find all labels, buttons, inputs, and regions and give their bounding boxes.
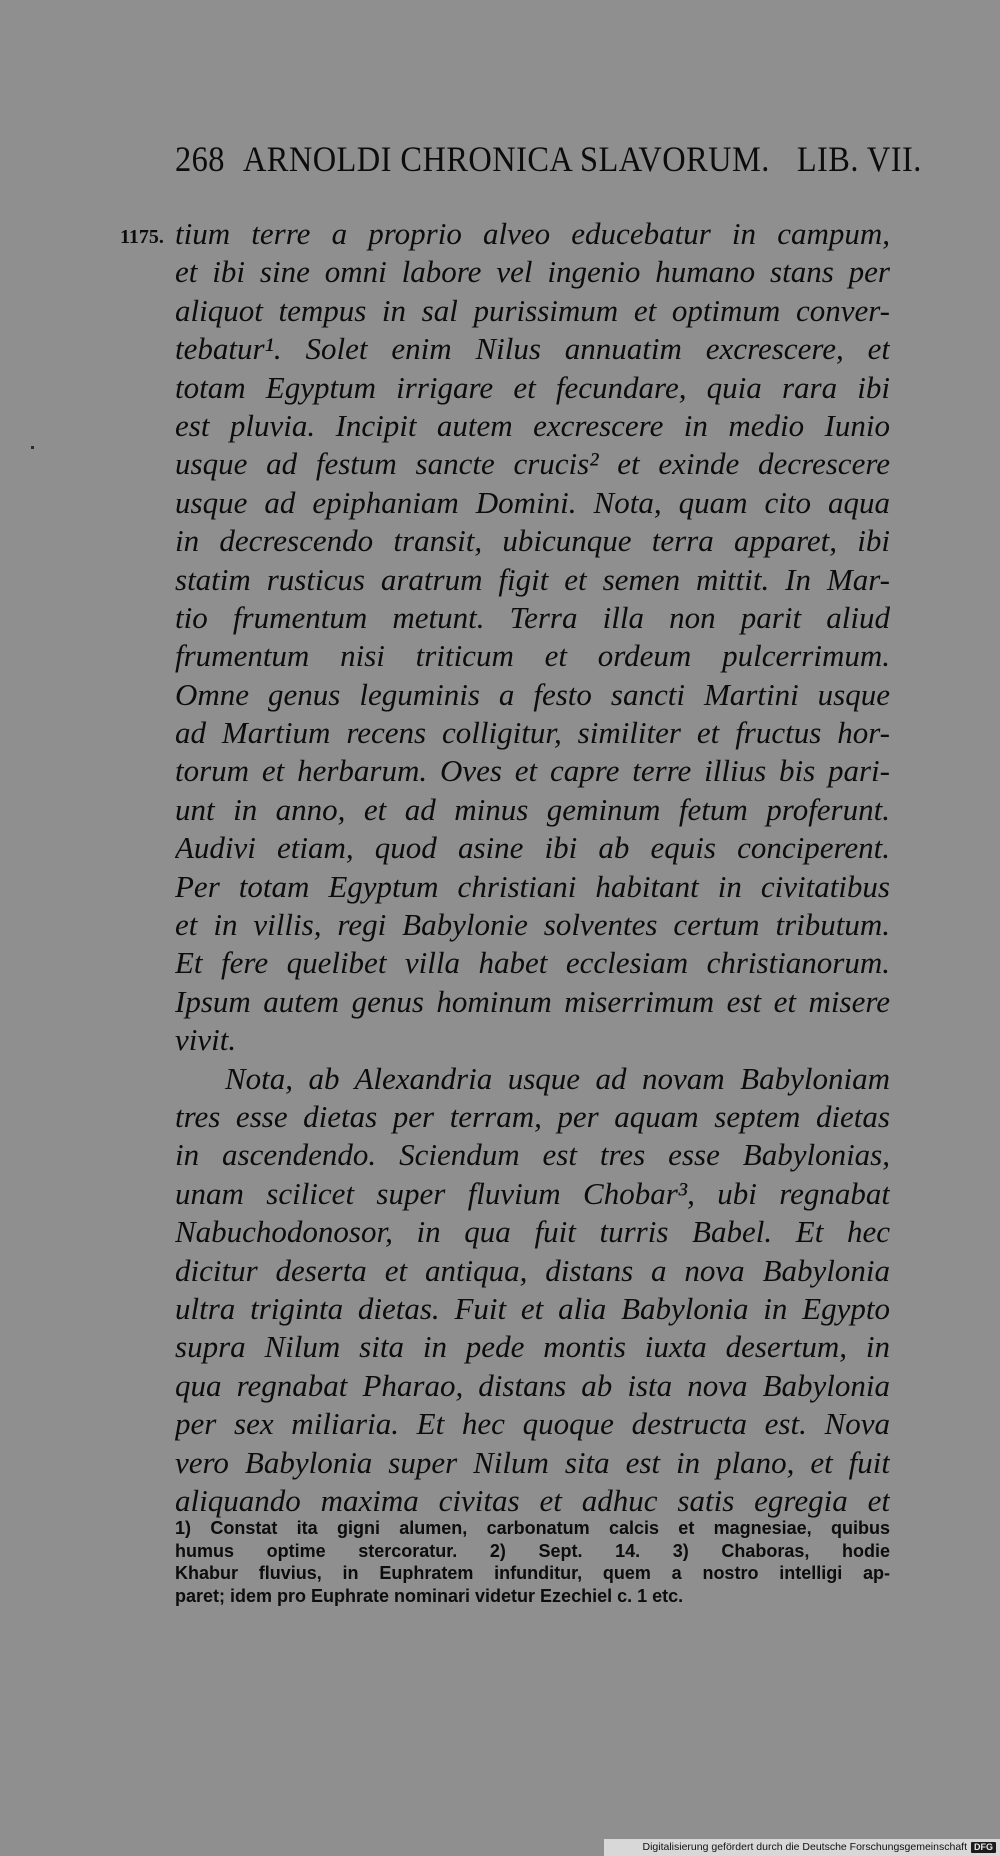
text-line: Nabuchodonosor, in qua fuit turris Babel. Et hec xyxy=(175,1214,890,1250)
text-line: usque ad epiphaniam Domini. Nota, quam cito aqua xyxy=(175,484,890,520)
footnote-line: 1) Constat ita gigni alumen, carbonatum calcis et magnesiae, quibus xyxy=(175,1518,890,1538)
footnotes xyxy=(175,1517,890,1607)
text-line: est pluvia. Incipit autem excrescere in medio Iunio xyxy=(175,407,890,443)
text-line: dicitur deserta et antiqua, distans a nova Babylonia xyxy=(175,1252,890,1288)
footnote-line: Khabur fluvius, in Euphratem infunditur, quem a nostro intelligi ap- xyxy=(175,1563,890,1583)
text-line: vero Babylonia super Nilum sita est in plano, et fuit xyxy=(175,1444,890,1480)
footnote-line: humus optime stercoratur. 2) Sept. 14. 3) Chaboras, hodie xyxy=(175,1540,890,1561)
text-line: supra Nilum sita in pede montis iuxta desertum, in xyxy=(175,1329,890,1365)
book-number: LIB. VII. xyxy=(796,139,922,179)
text-line: in decrescendo transit, ubicunque terra apparet, ibi xyxy=(175,523,890,559)
running-head xyxy=(175,138,922,188)
margin-year: 1175. xyxy=(120,226,164,248)
text-line: unt in anno, et ad minus geminum fetum proferunt. xyxy=(175,791,890,827)
running-title: ARNOLDI CHRONICA SLAVORUM. xyxy=(242,139,770,179)
paragraph-first-line: Nota, ab Alexandria usque ad novam Babyloniam xyxy=(225,1060,890,1096)
text-line: tio frumentum metunt. Terra illa non parit aliud xyxy=(175,599,890,635)
text-line: et in villis, regi Babylonie solventes certum tributum. xyxy=(175,907,890,943)
text-line: in ascendendo. Sciendum est tres esse Babylonias, xyxy=(175,1137,890,1173)
footer-credit: Digitalisierung gefördert durch die Deutsche Forschungsgemeinschaft xyxy=(642,1841,967,1853)
text-line: frumentum nisi triticum et ordeum pulcerrimum. xyxy=(175,638,890,674)
dfg-logo-icon: DFG xyxy=(971,1842,996,1853)
text-line: statim rusticus aratrum figit et semen mittit. In Mar- xyxy=(175,561,890,597)
text-line: Audivi etiam, quod asine ibi ab equis conciperent. xyxy=(175,830,890,866)
text-line: aliquot tempus in sal purissimum et optimum conver- xyxy=(175,292,890,328)
main-text xyxy=(175,215,890,1520)
text-line: vivit. xyxy=(175,1022,237,1058)
text-line: tebatur¹. Solet enim Nilus annuatim excrescere, et xyxy=(175,331,890,367)
text-line: et ibi sine omni labore vel ingenio humano stans per xyxy=(175,254,890,290)
text-line: tium terre a proprio alveo educebatur in campum, xyxy=(175,216,890,251)
text-line: aliquando maxima civitas et adhuc satis egregia et xyxy=(175,1482,890,1518)
text-line: torum et herbarum. Oves et capre terre illius bis pari- xyxy=(175,753,890,789)
digitization-footer xyxy=(604,1839,1000,1856)
text-line: Ipsum autem genus hominum miserrimum est et misere xyxy=(175,983,890,1019)
text-line: tres esse dietas per terram, per aquam septem dietas xyxy=(175,1098,890,1134)
footnote-line: paret; idem pro Euphrate nominari videtur Ezechiel c. 1 etc. xyxy=(175,1585,684,1606)
text-line: Omne genus leguminis a festo sancti Martini usque xyxy=(175,676,890,712)
text-line: Per totam Egyptum christiani habitant in civitatibus xyxy=(175,868,890,904)
text-line: ad Martium recens colligitur, similiter et fructus hor- xyxy=(175,715,890,751)
page-number: 268 xyxy=(175,139,225,179)
text-line: unam scilicet super fluvium Chobar³, ubi regnabat xyxy=(175,1175,890,1211)
text-line: qua regnabat Pharao, distans ab ista nova Babylonia xyxy=(175,1367,890,1403)
text-line: totam Egyptum irrigare et fecundare, quia rara ibi xyxy=(175,369,890,405)
text-line: usque ad festum sancte crucis² et exinde decrescere xyxy=(175,446,890,482)
text-line: per sex miliaria. Et hec quoque destructa est. Nova xyxy=(175,1406,890,1442)
text-line: ultra triginta dietas. Fuit et alia Babylonia in Egypto xyxy=(175,1290,890,1326)
scan-speck xyxy=(31,446,34,449)
text-line: Et fere quelibet villa habet ecclesiam christianorum. xyxy=(175,945,890,981)
